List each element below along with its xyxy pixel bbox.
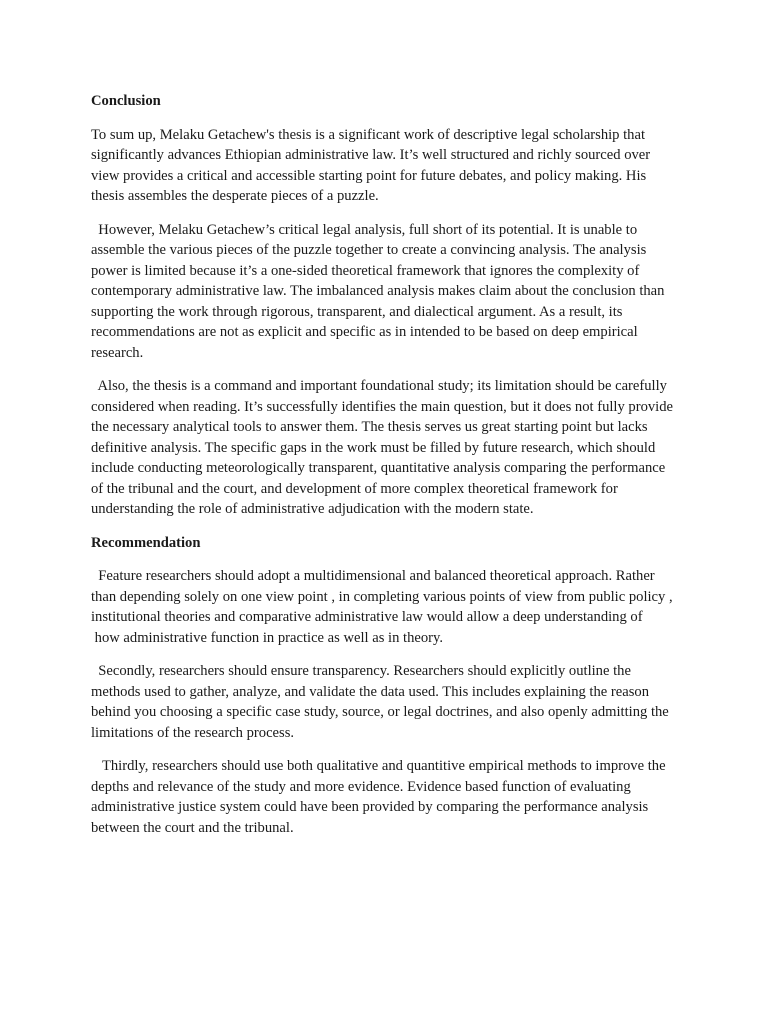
document-page (91, 91, 673, 851)
conclusion-paragraph-3: Also, the thesis is a command and important foundational study; its limitation should be carefully considered when reading. It’s successfully identifies the main question, but it does not fully provide the necessary analytical tools to answer them. The thesis serves us great starting point but lacks definitive analysis. The specific gaps in the work must be filled by future research, which should include conducting meteorologically transparent, quantitative analysis comparing the performance of the tribunal and the court, and development of more complex theoretical framework for understanding the role of administrative adjudication with the modern state. (91, 378, 674, 517)
conclusion-paragraph-2: However, Melaku Getachew’s critical legal analysis, full short of its potential. It is unable to assemble the various pieces of the puzzle together to create a convincing analysis. The analysis power is limited because it’s a one-sided theoretical framework that ignores the complexity of contemporary administrative law. The imbalanced analysis makes claim about the conclusion than supporting the work through rigorous, transparent, and dialectical argument. As a result, its recommendations are not as explicit and specific as in intended to be based on deep empirical research. (91, 221, 665, 361)
recommendation-heading: Recommendation (91, 534, 201, 551)
conclusion-paragraph-1: To sum up, Melaku Getachew's thesis is a significant work of descriptive legal scholarship that significantly advances Ethiopian administrative law. It’s well structured and richly sourced over view provides a critical and accessible starting point for future debates, and policy making. His thesis assembles the desperate pieces of a puzzle. (91, 126, 651, 204)
recommendation-paragraph-3: Thirdly, researchers should use both qualitative and quantitive empirical methods to improve the depths and relevance of the study and more evidence. Evidence based function of evaluating administrative justice system could have been provided by comparing the performance analysis between the court and the tribunal. (91, 758, 666, 836)
conclusion-heading: Conclusion (91, 93, 161, 109)
recommendation-paragraph-2: Secondly, researchers should ensure transparency. Researchers should explicitly outline the methods used to gather, analyze, and validate the data used. This includes explaining the reason behind you choosing a specific case study, source, or legal doctrines, and also openly admitting the limitations of the research process. (91, 663, 669, 741)
recommendation-paragraph-1: Feature researchers should adopt a multidimensional and balanced theoretical approach. Rather than depending solely on one view point , in completing various points of view from public policy , institutional theories and comparative administrative law would allow a deep understanding of how administrative function in practice as well as in theory. (91, 568, 673, 646)
